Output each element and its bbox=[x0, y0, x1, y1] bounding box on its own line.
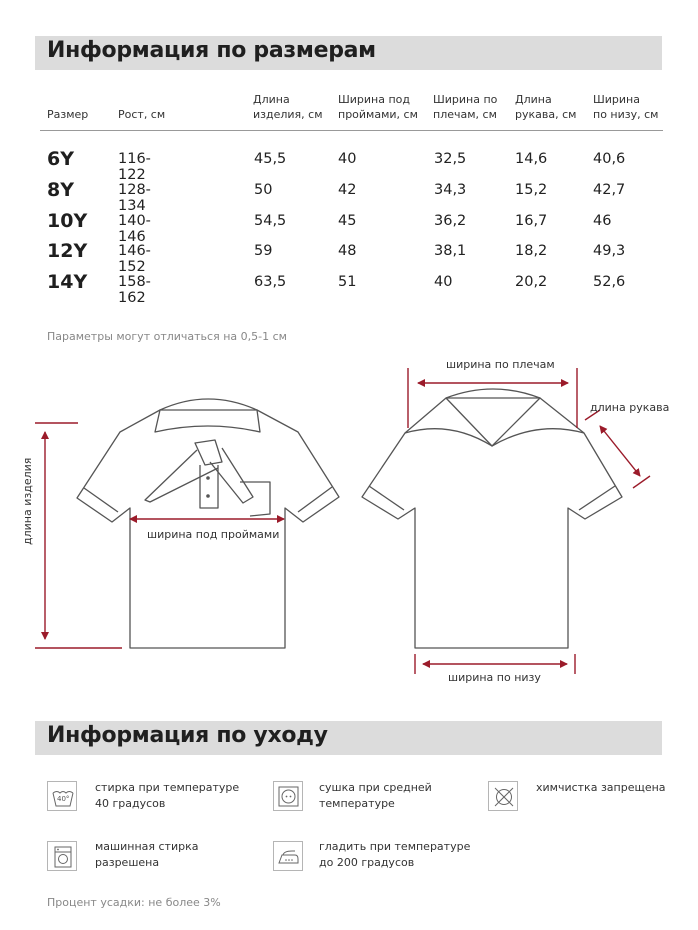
sleeve-cell: 15,2 bbox=[515, 182, 548, 198]
size-cell: 12Y bbox=[47, 240, 88, 262]
care-text-line1: химчистка запрещена bbox=[536, 781, 666, 794]
header-bottom-line2: по низу, см bbox=[593, 108, 659, 121]
care-text-line1: сушка при средней bbox=[319, 781, 432, 794]
size-note: Параметры могут отличаться на 0,5-1 см bbox=[47, 330, 287, 343]
care-text bbox=[319, 839, 470, 871]
header-sleeve-line1: Длина bbox=[515, 93, 552, 106]
shoulders-cell: 36,2 bbox=[434, 213, 467, 229]
care-text-line1: гладить при температуре bbox=[319, 840, 471, 853]
shoulders-cell: 40 bbox=[434, 274, 453, 290]
care-section-header bbox=[35, 721, 662, 755]
shoulders-cell: 32,5 bbox=[434, 151, 467, 167]
size-cell: 8Y bbox=[47, 179, 74, 201]
shrink-note: Процент усадки: не более 3% bbox=[47, 896, 221, 909]
length-cell: 63,5 bbox=[254, 274, 287, 290]
sleeve-cell: 14,6 bbox=[515, 151, 548, 167]
bottom-cell: 42,7 bbox=[593, 182, 626, 198]
care-section-title: Информация по уходу bbox=[47, 723, 328, 748]
care-text bbox=[319, 780, 432, 812]
header-length-line2: изделия, см bbox=[253, 108, 323, 121]
care-text-line2: температуре bbox=[319, 797, 395, 810]
underarm-label: ширина под проймами bbox=[147, 528, 280, 541]
height-cell: 116-122 bbox=[118, 151, 151, 183]
sleeve-tick-bottom bbox=[633, 476, 650, 488]
bottom-cell: 52,6 bbox=[593, 274, 626, 290]
care-text-line2: до 200 градусов bbox=[319, 856, 415, 869]
underarm-cell: 45 bbox=[338, 213, 357, 229]
underarm-cell: 51 bbox=[338, 274, 357, 290]
sleeve-cell: 16,7 bbox=[515, 213, 548, 229]
no-dry-clean-icon bbox=[488, 781, 518, 811]
iron-icon bbox=[273, 841, 303, 871]
header-size: Размер bbox=[47, 108, 89, 121]
front-shirt-drawing bbox=[77, 399, 339, 648]
back-body-outline bbox=[362, 398, 622, 648]
sleeve-label: длина рукава bbox=[590, 401, 670, 414]
wash-temp-label: 40° bbox=[57, 795, 70, 803]
height-cell: 140-146 bbox=[118, 213, 151, 245]
height-cell: 146-152 bbox=[118, 243, 151, 275]
length-cell: 50 bbox=[254, 182, 273, 198]
care-text-line2: 40 градусов bbox=[95, 797, 166, 810]
length-cell: 54,5 bbox=[254, 213, 287, 229]
sleeve-cell: 18,2 bbox=[515, 243, 548, 259]
height-cell: 158-162 bbox=[118, 274, 151, 306]
wash-40-icon bbox=[47, 781, 77, 811]
header-bottom-line1: Ширина bbox=[593, 93, 640, 106]
shoulders-label: ширина по плечам bbox=[446, 358, 555, 371]
shoulders-cell: 34,3 bbox=[434, 182, 467, 198]
underarm-cell: 42 bbox=[338, 182, 357, 198]
care-text bbox=[95, 839, 198, 871]
care-text-line1: машинная стирка bbox=[95, 840, 199, 853]
header-shoulders-line2: плечам, см bbox=[433, 108, 497, 121]
size-cell: 6Y bbox=[47, 148, 74, 170]
length-cell: 59 bbox=[254, 243, 273, 259]
care-text bbox=[95, 780, 239, 812]
bottom-cell: 40,6 bbox=[593, 151, 626, 167]
washing-machine-icon bbox=[47, 841, 77, 871]
sleeve-cell: 20,2 bbox=[515, 274, 548, 290]
length-cell: 45,5 bbox=[254, 151, 287, 167]
back-shirt-drawing bbox=[362, 389, 622, 648]
care-text-line2: разрешена bbox=[95, 856, 160, 869]
bottom-label: ширина по низу bbox=[448, 671, 541, 684]
size-cell: 14Y bbox=[47, 271, 88, 293]
bottom-cell: 49,3 bbox=[593, 243, 626, 259]
bottom-cell: 46 bbox=[593, 213, 612, 229]
header-sleeve-line2: рукава, см bbox=[515, 108, 577, 121]
sleeve-arrow bbox=[600, 426, 640, 476]
header-underarm-line1: Ширина под bbox=[338, 93, 410, 106]
shoulders-cell: 38,1 bbox=[434, 243, 467, 259]
header-length-line1: Длина bbox=[253, 93, 290, 106]
header-shoulders-line1: Ширина по bbox=[433, 93, 498, 106]
length-label: длина изделия bbox=[21, 457, 34, 545]
height-cell: 128-134 bbox=[118, 182, 151, 214]
underarm-cell: 40 bbox=[338, 151, 357, 167]
size-section-title: Информация по размерам bbox=[47, 38, 376, 63]
header-height: Рост, см bbox=[118, 108, 166, 121]
header-underarm-line2: проймами, см bbox=[338, 108, 418, 121]
care-text bbox=[536, 780, 666, 796]
tumble-dry-icon bbox=[273, 781, 303, 811]
size-cell: 10Y bbox=[47, 210, 88, 232]
underarm-cell: 48 bbox=[338, 243, 357, 259]
care-text-line1: стирка при температуре bbox=[95, 781, 240, 794]
